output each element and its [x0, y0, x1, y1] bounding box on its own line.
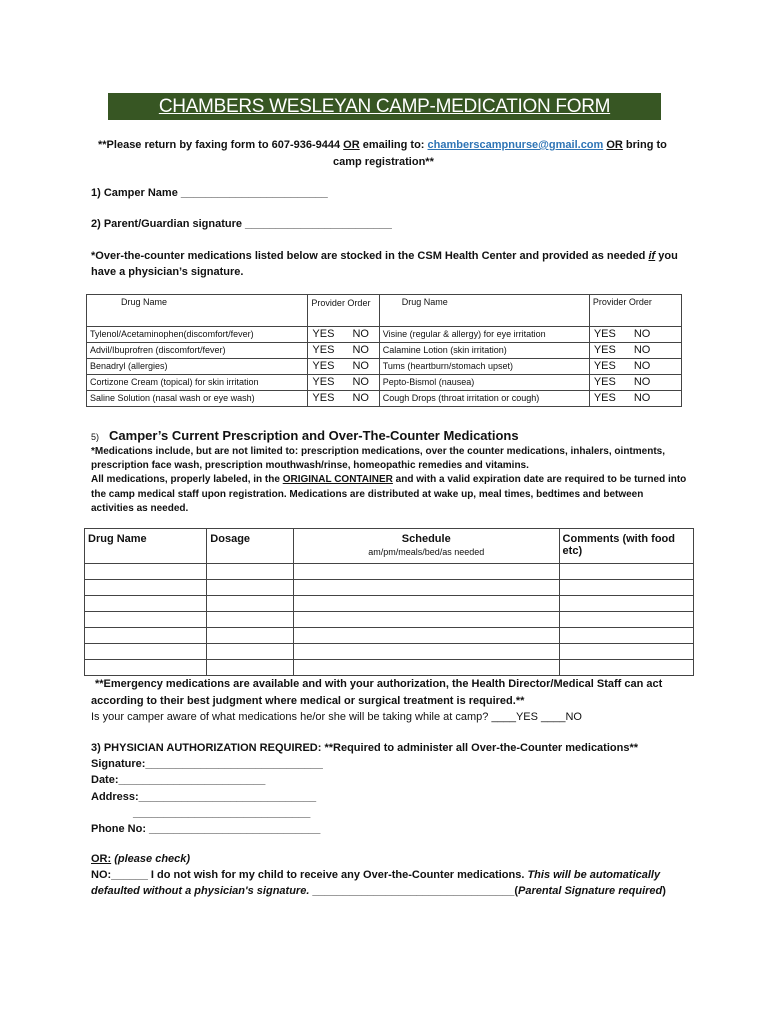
rx-header-schedule: Schedule am/pm/meals/bed/as needed [293, 529, 559, 564]
header-provider-order: Provider Order [308, 295, 379, 327]
camper-name-field[interactable]: 1) Camper Name ________________________ [91, 187, 328, 199]
email-link[interactable]: chamberscampnurse@gmail.com [427, 139, 604, 151]
prescription-table [84, 528, 694, 676]
otc-note: *Over-the-counter medications listed below are stocked in the CSM Health Center and provided as needed if you [91, 250, 678, 262]
otc-note-line2: have a physician’s signature. [91, 266, 244, 278]
header-provider-order-2: Provider Order [589, 295, 681, 327]
provider-order-yes-no[interactable]: YES NO [308, 391, 379, 407]
physician-date-field[interactable]: Date:________________________ [91, 774, 266, 787]
return-instructions: **Please return by faxing form to 607-936-9444 OR emailing to: chamberscampnurse@gmail.com OR bring to [98, 139, 667, 151]
provider-order-yes-no[interactable]: YES NO [589, 391, 681, 407]
otc-table-header [87, 295, 682, 327]
no-otc-checkbox-line[interactable]: NO:______ I do not wish for my child to receive any Over-the-Counter medications. This will be automatically [91, 869, 661, 882]
provider-order-yes-no[interactable]: YES NO [589, 359, 681, 375]
provider-order-yes-no[interactable]: YES NO [308, 343, 379, 359]
form-title: CHAMBERS WESLEYAN CAMP-MEDICATION FORM [108, 93, 661, 120]
section5-text: *Medications include, but are not limited to: prescription medications, over the counter medications, inhalers, ointments, prescription face wash, prescription mouthwash/rinse, homeopathic remedies and vitamins. All medications, properly labeled, in the ORIGINAL CONTAINER and with a valid expiration date are required to be turned into the camp medical staff upon registration. Medications are distributed at wake up, meal times, bedtimes and between activities as needed. [91, 446, 687, 514]
rx-header-comments: Comments (with food etc) [559, 529, 693, 564]
rx-header-dosage: Dosage [207, 529, 294, 564]
table-row: Benadryl (allergies) YES NO Tums (heartburn/stomach upset) YES NO [87, 359, 682, 375]
otc-table [86, 294, 682, 407]
table-row[interactable] [85, 580, 694, 596]
camper-aware-question[interactable]: Is your camper aware of what medications he/or she will be taking while at camp? ____YES ____NO [91, 711, 582, 723]
table-row[interactable] [85, 564, 694, 580]
provider-order-yes-no[interactable]: YES NO [308, 375, 379, 391]
table-row[interactable] [85, 612, 694, 628]
physician-phone-field[interactable]: Phone No: ____________________________ [91, 823, 321, 836]
table-row[interactable] [85, 596, 694, 612]
opt-out: OR: (please check) NO:______ I do not wish for my child to receive any Over-the-Counter medications. This will be automatically defaulted without a physician's signature. _________________________________(Parental Signature required) [91, 851, 691, 900]
table-row[interactable] [85, 628, 694, 644]
table-row: Advil/Ibuprofren (discomfort/fever) YES NO Calamine Lotion (skin irritation) YES NO [87, 343, 682, 359]
physician-authorization: 3) PHYSICIAN AUTHORIZATION REQUIRED: **Required to administer all Over-the-Counter medications** Signature:_____________________________ Date:________________________ Address:_____________________________ _____________________________ Phone No: ____________________________ [91, 740, 691, 837]
section5-heading: 5) Camper’s Current Prescription and Over-The-Counter Medications [91, 428, 519, 443]
table-row: Saline Solution (nasal wash or eye wash) YES NO Cough Drops (throat irritation or cough) YES NO [87, 391, 682, 407]
guardian-signature-field[interactable]: 2) Parent/Guardian signature ________________________ [91, 218, 392, 230]
table-row[interactable] [85, 644, 694, 660]
emergency-text: **Emergency medications are available and with your authorization, the Health Director/Medical Staff can act according to their best judgment where medical or surgical treatment is required.** Is your camper aware of what medications he/or she will be taking while at camp? ____YES ____NO [91, 676, 691, 726]
provider-order-yes-no[interactable]: YES NO [308, 359, 379, 375]
header-drug-name: Drug Name [87, 295, 308, 327]
header-drug-name-2: Drug Name [379, 295, 589, 327]
provider-order-yes-no[interactable]: YES NO [308, 327, 379, 343]
rx-header-drug-name: Drug Name [85, 529, 207, 564]
physician-address-field[interactable]: Address:_____________________________ [91, 790, 317, 803]
return-instructions-line2: camp registration** [333, 156, 434, 168]
table-row: Tylenol/Acetaminophen(discomfort/fever) YES NO Visine (regular & allergy) for eye irritation YES NO [87, 327, 682, 343]
provider-order-yes-no[interactable]: YES NO [589, 343, 681, 359]
physician-address-line2[interactable]: _____________________________ [133, 806, 311, 819]
provider-order-yes-no[interactable]: YES NO [589, 375, 681, 391]
table-row: Cortizone Cream (topical) for skin irritation YES NO Pepto-Bismol (nausea) YES NO [87, 375, 682, 391]
provider-order-yes-no[interactable]: YES NO [589, 327, 681, 343]
parental-signature-field[interactable]: _________________________________( [309, 885, 518, 898]
physician-signature-field[interactable]: Signature:_____________________________ [91, 758, 323, 771]
table-row[interactable] [85, 660, 694, 676]
prescription-table-header [85, 529, 694, 564]
